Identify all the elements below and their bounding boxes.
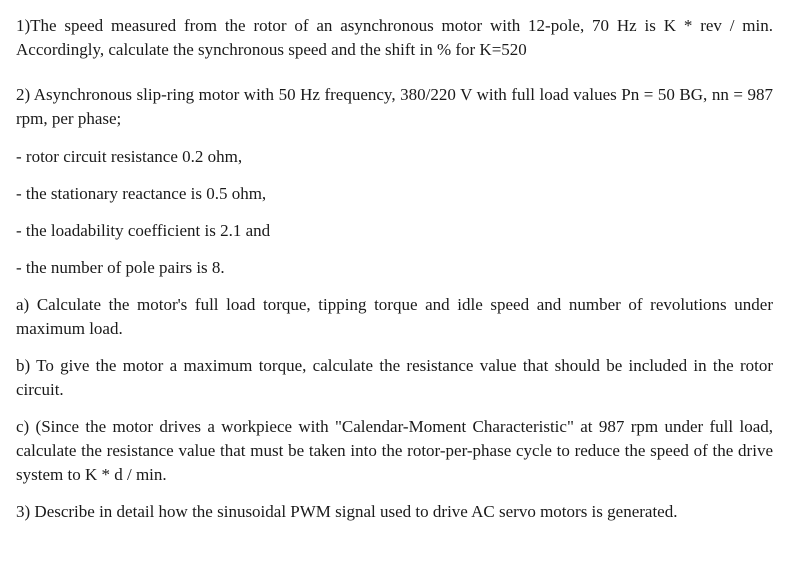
loadability-coefficient-item: - the loadability coefficient is 2.1 and	[16, 221, 271, 240]
question-2-intro-paragraph: 2) Asynchronous slip-ring motor with 50 Hz frequency, 380/220 V with full load values Pn = 50 BG, nn = 987 rpm, per phase;	[16, 85, 773, 128]
question-2a-paragraph: a) Calculate the motor's full load torque, tipping torque and idle speed and number of revolutions under maximum load.	[16, 295, 773, 338]
rotor-resistance-item: - rotor circuit resistance 0.2 ohm,	[16, 147, 243, 166]
question-2c-paragraph: c) (Since the motor drives a workpiece with "Calendar-Moment Characteristic" at 987 rpm under full load, calculate the resistance value that must be taken into the rotor-per-phase cycle to reduce the speed of the drive system to K * d / min.	[16, 417, 773, 484]
stationary-reactance-item: - the stationary reactance is 0.5 ohm,	[16, 184, 267, 203]
question-3-paragraph: 3) Describe in detail how the sinusoidal PWM signal used to drive AC servo motors is generated.	[16, 502, 678, 521]
question-2b-paragraph: b) To give the motor a maximum torque, calculate the resistance value that should be included in the rotor circuit.	[16, 356, 773, 399]
question-1-paragraph: 1)The speed measured from the rotor of an asynchronous motor with 12-pole, 70 Hz is K * rev / min. Accordingly, calculate the synchronous speed and the shift in % for K=520	[16, 16, 773, 59]
pole-pairs-item: - the number of pole pairs is 8.	[16, 258, 225, 277]
